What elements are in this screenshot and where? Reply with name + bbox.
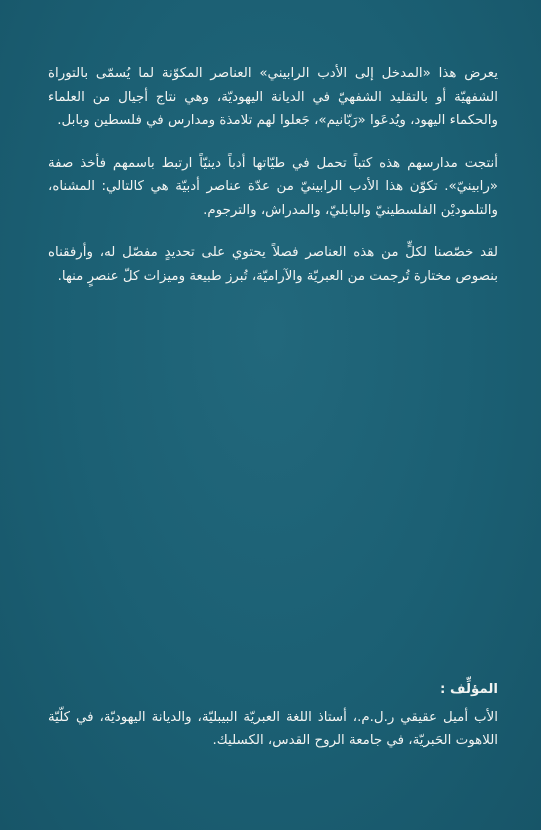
blurb-paragraph-3: لقد خصّصنا لكلٍّ من هذه العناصر فصلاً يحتوي على تحديدٍ مفصّل له، وأرفقناه بنصوص مختارة تُرجمت من العبريّة والآراميّة، تُبرز طبيعة وميزات كلّ عنصرٍ منها. [48, 245, 498, 284]
author-section [48, 678, 498, 753]
blurb-paragraph-2: أنتجت مدارسهم هذه كتباً تحمل في طيّاتها أدباً دينيّاً ارتبط باسمهم فأخذ صفة «رابينيّ». تكوّن هذا الأدب الرابينيّ من عدّة عناصر أدبيّة هي كالتالي: المشناه، والتلموديْن الفلسطينيّ والبابليّ، والمدراش، والترجوم. [48, 155, 498, 218]
author-bio: الأب أميل عقيقي ر.ل.م.، أستاذ اللغة العبريّة البيبليّة، والديانة اليهوديّة، في كلّيّة اللاهوت الحَبريّة، في جامعة الروح القدس، الكسليك. [48, 709, 498, 748]
blurb-paragraph-1: يعرض هذا «المدخل إلى الأدب الرابيني» العناصر المكوّنة لما يُسمّى بالتوراة الشفهيّة أو بالتقليد الشفهيّ في الديانة اليهوديّة، وهي نتاج أجيال من العلماء والحكماء اليهود، ويُدعَوا «رَبّانيم»، جَعلوا لهم تلامذة ومدارس في فلسطين وبابل. [48, 66, 498, 128]
book-blurb [48, 62, 498, 307]
author-heading: المؤلِّف : [440, 682, 498, 697]
